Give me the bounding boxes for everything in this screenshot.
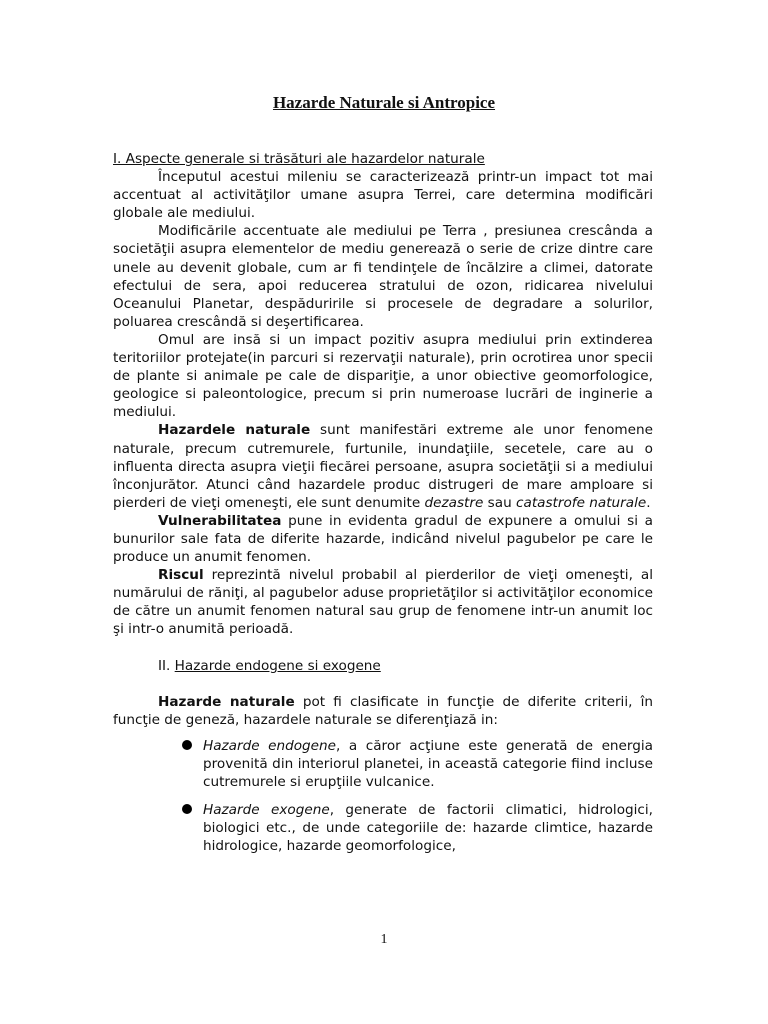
spacer	[113, 639, 653, 657]
section1-paragraph-2: Modificările accentuate ale mediului pe Terra , presiunea crescânda a societăţii asupra elementelor de mediu generează o serie de crize dintre care unele au devenit globale, cum ar fi tendinţele de încălzire a climei, datorate efectului de sera, apoi reducerea stratului de ozon, ridicarea nivelului Oceanului Planetar, despăduririle si procesele de degradare a solurilor, poluarea crescândă si deşertificarea.	[113, 223, 653, 330]
paragraph-6-text: reprezintă nivelul probabil al pierderilor de vieţi omeneşti, al numărului de răniţi, al pagubelor aduse proprietăţilor si activităţilor economice de către un anumit fenomen natural sau grup de fenomene intr-un anumit loc şi intr-o anumită perioadă.	[113, 567, 653, 638]
bullet-icon	[182, 804, 192, 814]
page-number: 1	[380, 932, 388, 947]
section2-paragraph-1	[113, 693, 653, 729]
list-item	[113, 737, 653, 791]
paragraph-4-connector: sau	[483, 494, 517, 511]
term-hazarde-naturale: Hazarde naturale	[158, 693, 295, 710]
spacer	[113, 675, 653, 693]
section1-paragraph-5	[113, 512, 653, 566]
bullet-1-text: , a căror acţiune este generată de energia provenită din interiorul planetei, in această categorie fiind incluse cutremurele si erupţiile vulcanice.	[203, 737, 653, 790]
section1-paragraph-6	[113, 566, 653, 638]
paragraph-5-text: pune in evidenta gradul de expunere a omului si a bunurilor sale fata de diferite hazarde, indicând nivelul pagubelor pe care le produce un anumit fenomen.	[113, 512, 653, 566]
section1-heading: I. Aspecte generale si trăsături ale hazardelor naturale	[113, 151, 485, 167]
section2-heading	[113, 657, 653, 675]
list-item	[113, 801, 653, 855]
paragraph-4-end: .	[646, 494, 651, 511]
paragraph-4-text: sunt manifestări extreme ale unor fenomene naturale, precum cutremurele, furtunile, inundaţiile, secetele, care au o influenta directa asupra vieţii fiecărei persoane, asupra societăţii si a mediului înconjurător. Atunci când hazardele produc distrugeri de mare amploare si pierderi de vieţi omeneşti, ele sunt denumite	[113, 422, 653, 511]
term-vulnerabilitatea: Vulnerabilitatea	[158, 512, 282, 529]
section2-number: II.	[158, 657, 175, 674]
document-title: Hazarde Naturale si Antropice	[272, 93, 496, 112]
section1-paragraph-1: Începutul acestui mileniu se caracterizează printr-un impact tot mai accentuat al activităţilor umane asupra Terrei, care determina modificări globale ale mediului.	[113, 169, 653, 222]
term-dezastre: dezastre	[424, 494, 484, 511]
section1-paragraph-4	[113, 421, 653, 511]
bullet-2-text: , generate de factorii climatici, hidrologici, biologici etc., de unde categoriile de: hazarde climtice, hazarde hidrologice, hazarde geomorfologice,	[203, 802, 653, 855]
section2-paragraph-1-text: pot fi clasificate in funcţie de diferite criterii, în funcţie de geneză, hazardele naturale se diferenţiază in:	[113, 693, 653, 728]
term-hazardele-naturale: Hazardele naturale	[158, 422, 311, 439]
section1-paragraph-3: Omul are insă si un impact pozitiv asupra mediului prin extinderea teritoriilor protejate(in parcuri si rezervaţii naturale), prin ocrotirea unor specii de plante si animale pe cale de dispariţie, a unor obiective geomorfologice, geologice si paleontologice, precum si prin numeroase lucrări de inginerie a mediului.	[113, 331, 653, 421]
spacer	[113, 729, 653, 737]
bullet-icon	[182, 740, 192, 750]
hazard-types-list	[113, 737, 653, 856]
term-hazarde-endogene: Hazarde endogene	[203, 737, 337, 754]
document-body	[113, 150, 653, 865]
term-hazarde-exogene: Hazarde exogene	[203, 802, 330, 819]
term-riscul: Riscul	[158, 567, 204, 584]
section2-heading-text: Hazarde endogene si exogene	[174, 657, 381, 674]
term-catastrofe-naturale: catastrofe naturale	[516, 494, 647, 511]
